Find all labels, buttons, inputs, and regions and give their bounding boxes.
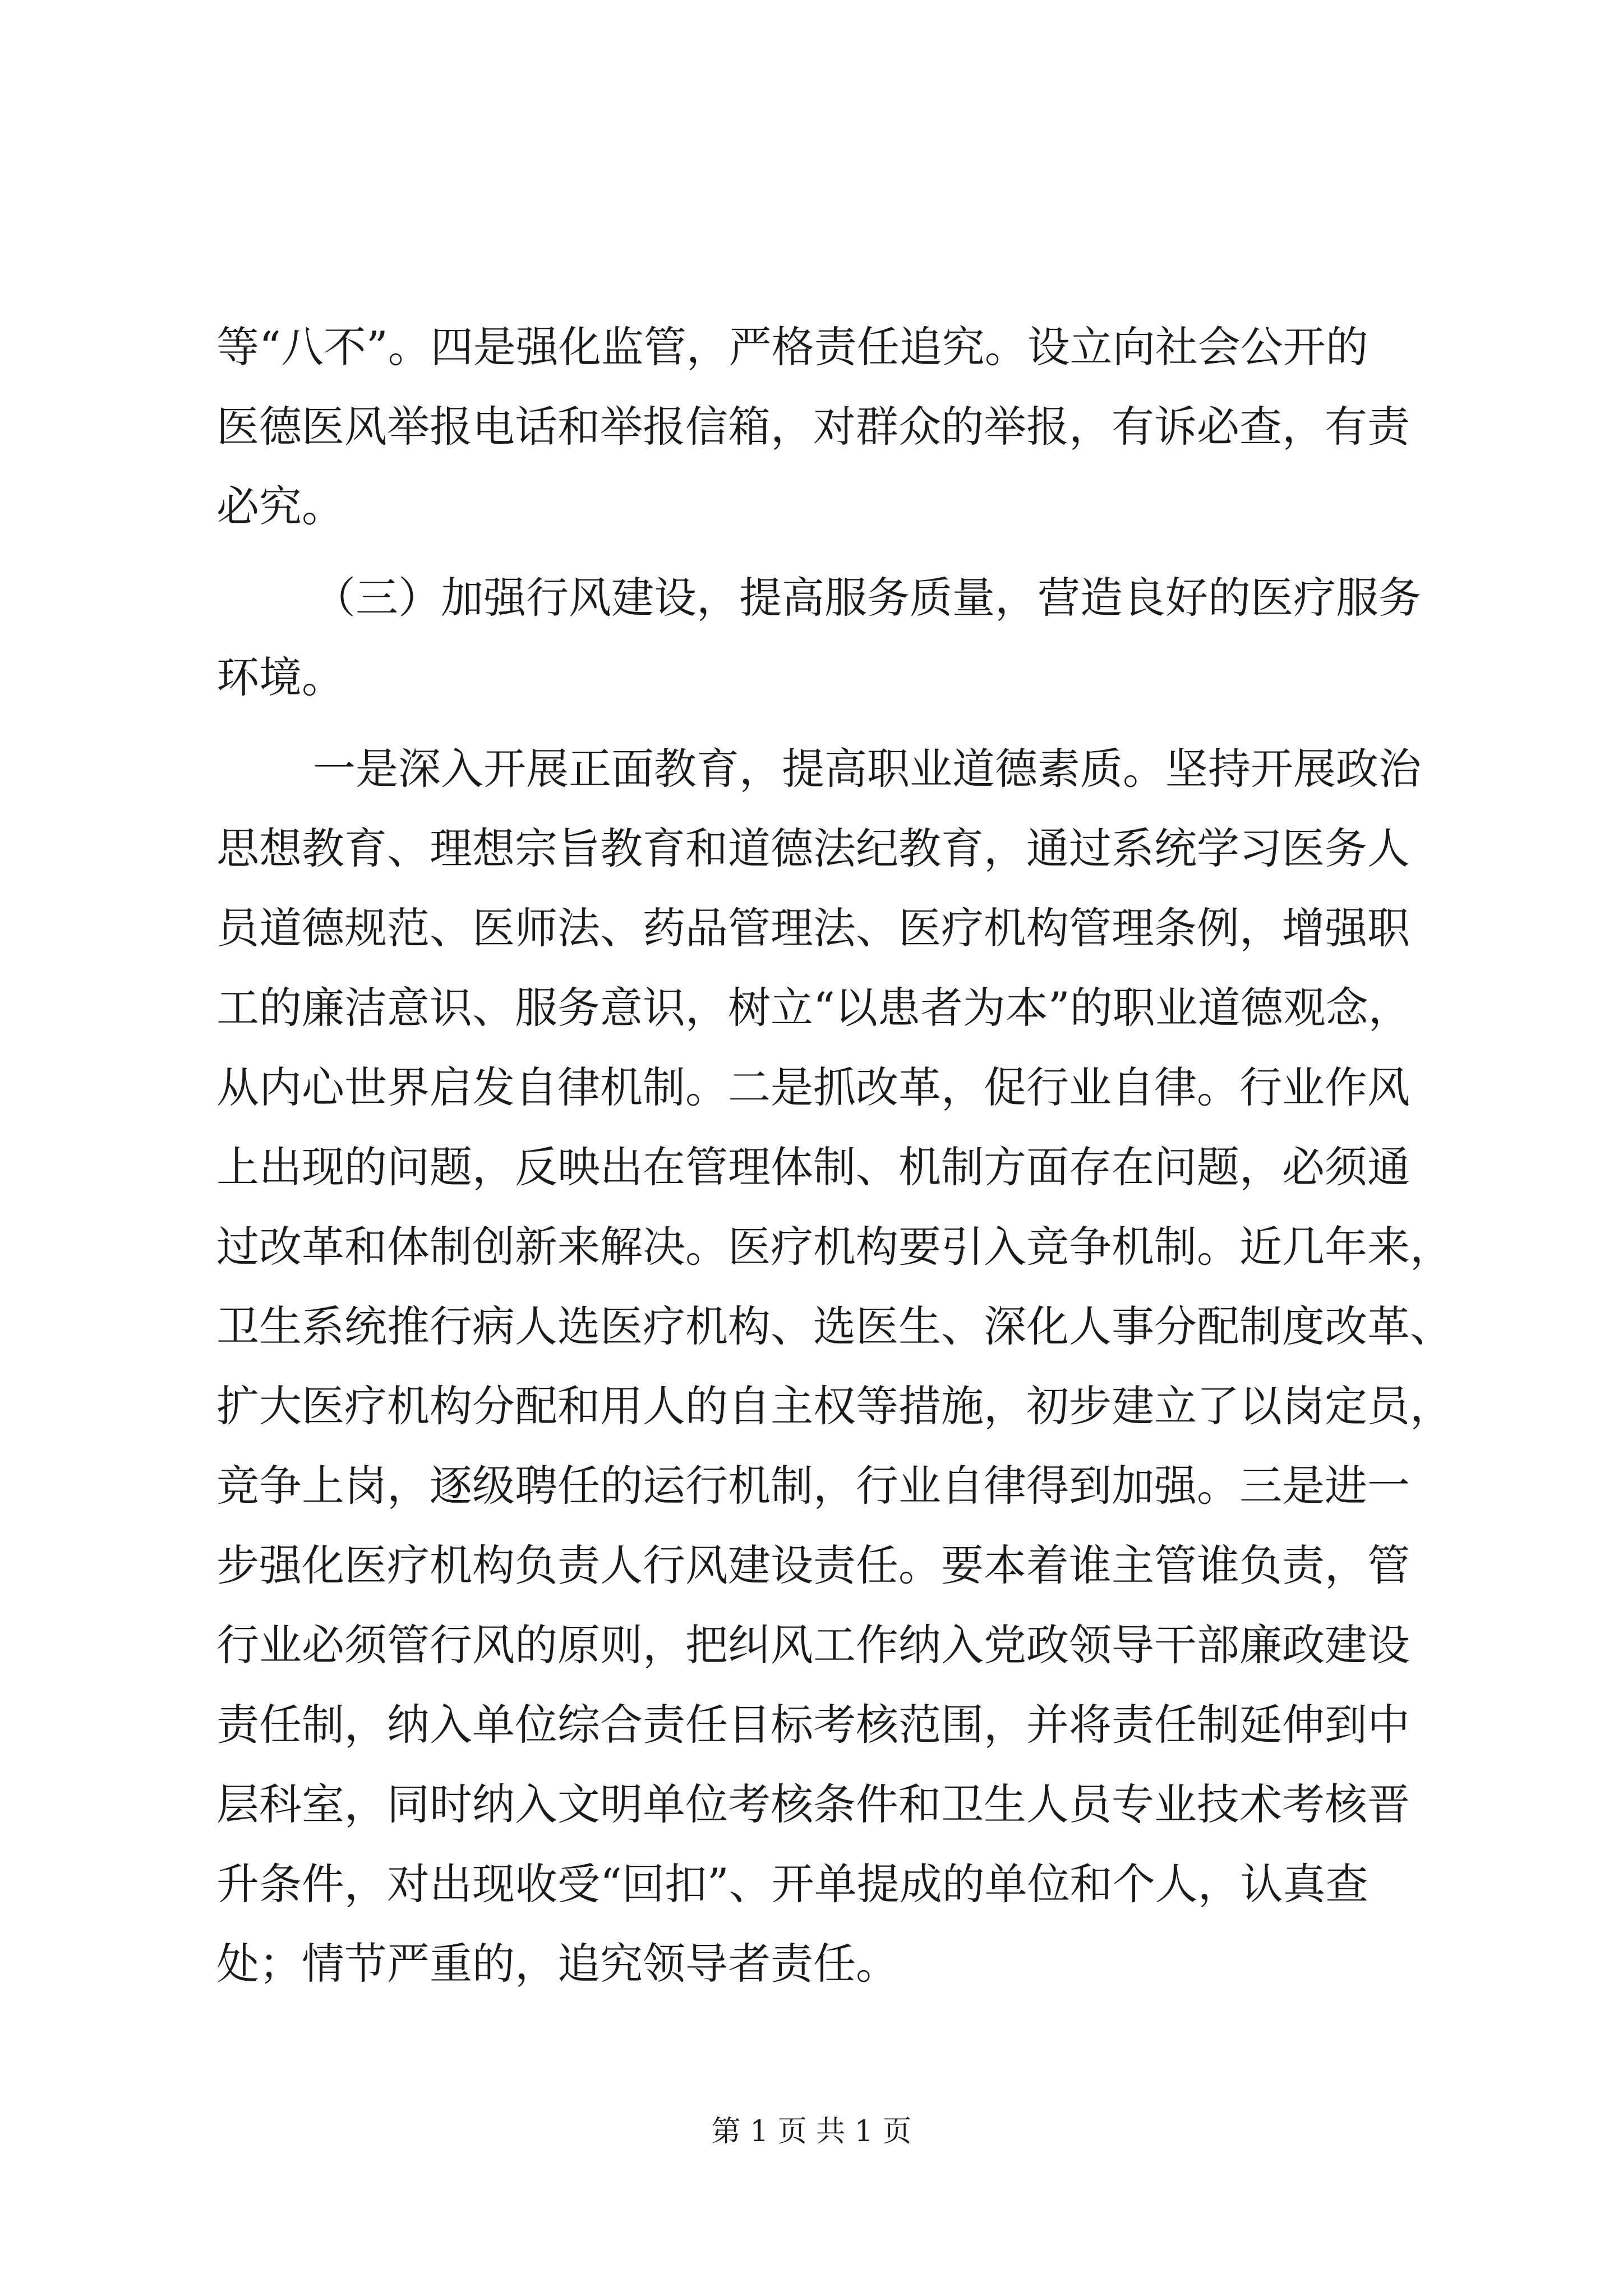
page-footer: 第 1 页 共 1 页 [711,2115,912,2148]
section-heading-line: 环境。 [216,652,344,702]
text-line: 卫生系统推行病人选医疗机构、选医生、深化人事分配制度改革、 [216,1301,1453,1351]
text-line: 思想教育、理想宗旨教育和道德法纪教育，通过系统学习医务人 [216,823,1410,873]
text-line: 必究。 [216,481,344,531]
text-line: 处；情节严重的，追究领导者责任。 [216,1939,898,1989]
text-line: 扩大医疗机构分配和用人的自主权等措施，初步建立了以岗定员， [216,1381,1453,1431]
text-line: 升条件，对出现收受“回扣”、开单提成的单位和个人，认真查 [216,1859,1368,1909]
text-line: 工的廉洁意识、服务意识，树立“以患者为本”的职业道德观念， [216,983,1411,1033]
text-line: 责任制，纳入单位综合责任目标考核范围，并将责任制延伸到中 [216,1700,1410,1750]
section-heading-line: （三）加强行风建设，提高服务质量，营造良好的医疗服务 [313,573,1421,623]
document-body [216,307,1453,2004]
text-line: 上出现的问题，反映出在管理体制、机制方面存在问题，必须通 [216,1142,1410,1192]
text-line: 一是深入开展正面教育，提高职业道德素质。坚持开展政治 [313,744,1421,794]
text-line: 等“八不”。四是强化监管，严格责任追究。设立向社会公开的 [216,322,1368,372]
text-line: 行业必须管行风的原则，把纠风工作纳入党政领导干部廉政建设 [216,1620,1410,1670]
text-line: 过改革和体制创新来解决。医疗机构要引入竞争机制。近几年来， [216,1222,1453,1272]
text-line: 医德医风举报电话和举报信箱，对群众的举报，有诉必查，有责 [216,402,1410,452]
text-line: 竞争上岗，逐级聘任的运行机制，行业自律得到加强。三是进一 [216,1461,1410,1511]
text-line: 从内心世界启发自律机制。二是抓改革，促行业自律。行业作风 [216,1062,1410,1112]
text-line: 层科室，同时纳入文明单位考核条件和卫生人员专业技术考核晋 [216,1779,1410,1829]
text-line: 步强化医疗机构负责人行风建设责任。要本着谁主管谁负责，管 [216,1540,1410,1590]
text-line: 员道德规范、医师法、药品管理法、医疗机构管理条例，增强职 [216,903,1410,953]
